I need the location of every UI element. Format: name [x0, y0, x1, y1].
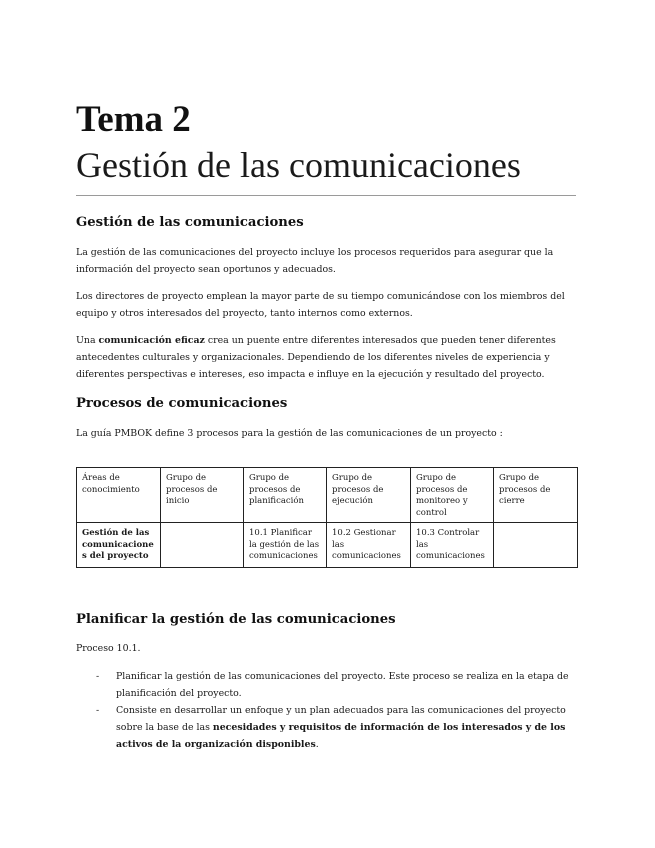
- title-divider: [76, 195, 576, 196]
- chapter-title: Gestión de las comunicaciones: [76, 145, 521, 185]
- bullet-1-text: Planificar la gestión de las comunicaciones del proyecto. Este proceso se realiza en la etapa de planificación del proyecto.: [116, 671, 569, 699]
- table-header-cell: Grupo de procesos de ejecución: [327, 468, 411, 523]
- paragraph-3: [76, 332, 576, 383]
- section-heading-procesos: Procesos de comunicaciones: [76, 396, 288, 411]
- table-cell: [161, 523, 244, 568]
- table-header-cell: Grupo de procesos de planificación: [244, 468, 327, 523]
- paragraph-3-bold: comunicación eficaz: [98, 335, 205, 346]
- table-header-cell: Grupo de procesos de monitoreo y control: [411, 468, 494, 523]
- bullet-dash: -: [96, 705, 100, 716]
- list-item: [76, 668, 576, 702]
- process-groups-table: [76, 467, 578, 568]
- table-cell: Gestión de las comunicaciones del proyecto: [77, 523, 161, 568]
- table-cell: 10.1 Planificar la gestión de las comunicaciones: [244, 523, 327, 568]
- procesos-intro: La guía PMBOK define 3 procesos para la gestión de las comunicaciones de un proyecto :: [76, 428, 503, 439]
- table-header-row: [77, 468, 578, 523]
- table-cell: 10.3 Controlar las comunicaciones: [411, 523, 494, 568]
- table-cell: [494, 523, 578, 568]
- table-cell: 10.2 Gestionar las comunicaciones: [327, 523, 411, 568]
- paragraph-1: La gestión de las comunicaciones del proyecto incluye los procesos requeridos para asegurar que la información del proyecto sean oportunos y adecuados.: [76, 247, 554, 275]
- paragraph-3-start: Una: [76, 335, 99, 346]
- paragraph-2: Los directores de proyecto emplean la mayor parte de su tiempo comunicándose con los miembros del equipo y otros interesados del proyecto, tanto internos como externos.: [76, 291, 565, 319]
- section-heading-planificar: Planificar la gestión de las comunicaciones: [76, 612, 396, 627]
- paragraph-3-end: crea un puente entre diferentes interesados que pueden tener diferentes antecedentes culturales y organizacionales. Dependiendo de los diferentes niveles de experiencia y diferentes perspectivas e intereses, eso impacta e influye en la ejecución y resultado del proyecto.: [76, 335, 556, 380]
- bullet-dash: -: [96, 671, 100, 682]
- bullet-2-bold: necesidades y requisitos de información de los interesados y de los activos de la organización disponibles: [116, 722, 566, 750]
- table-header-cell: Grupo de procesos de cierre: [494, 468, 578, 523]
- table-row: [77, 523, 578, 568]
- bullet-2-end: .: [315, 739, 319, 750]
- table-header-cell: Áreas de conocimiento: [77, 468, 161, 523]
- list-item: [76, 702, 576, 753]
- bullet-2-start: Consiste en desarrollar un enfoque y un plan adecuados para las comunicaciones del proyecto sobre la base de las: [116, 705, 566, 733]
- section-heading-gestion: Gestión de las comunicaciones: [76, 215, 304, 230]
- chapter-number: Tema 2: [76, 99, 191, 140]
- bullet-list: [76, 668, 576, 753]
- table-header-cell: Grupo de procesos de inicio: [161, 468, 244, 523]
- process-number: Proceso 10.1.: [76, 643, 141, 654]
